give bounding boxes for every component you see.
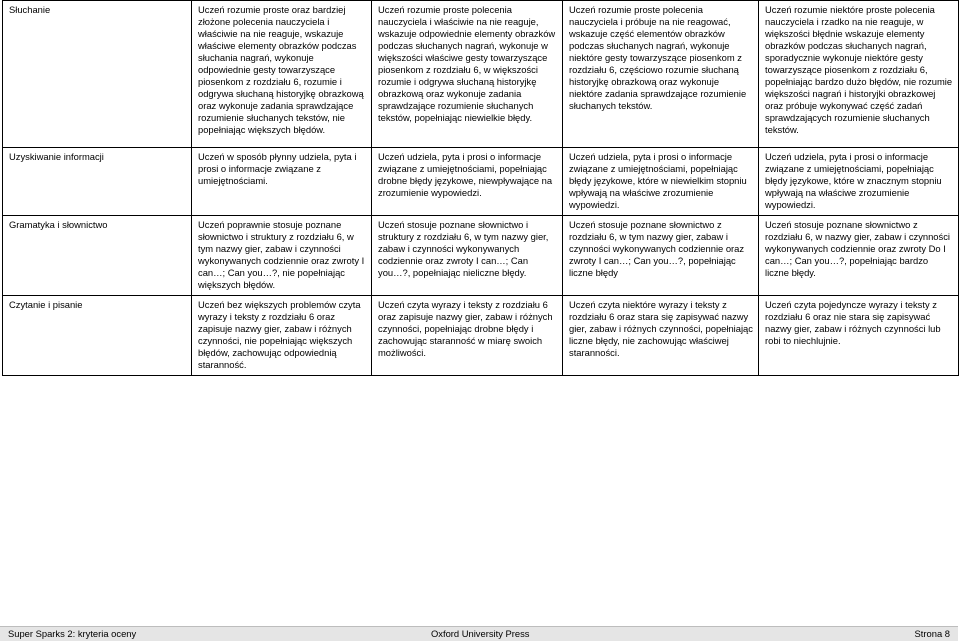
- criteria-cell-level-2: Uczeń rozumie proste polecenia nauczyciela i właściwie na nie reaguje, wskazuje odpowiednie elementy obrazków podczas słuchanych nagrań, wykonuje w większości właściwe gesty towarzyszące piosenkom z rozdziału 6, w większości rozumie i odgrywa słuchaną historyjkę obrazkową oraz wykonuje zadania sprawdzające rozumienie słuchanych tekstów, popełniając niewielkie błędy.: [372, 1, 563, 148]
- table-row-grammar: [3, 216, 959, 296]
- footer-publisher: Oxford University Press: [431, 628, 530, 639]
- criteria-cell-level-4: Uczeń stosuje poznane słownictwo z rozdziału 6, w nazwy gier, zabaw i czynności wykonywanych codziennie oraz zwroty Do I can…; Can you…?, popełniając bardzo liczne błędy.: [759, 216, 959, 296]
- row-category-label: Czytanie i pisanie: [3, 296, 192, 376]
- page-footer: [0, 626, 958, 641]
- criteria-cell-level-4: Uczeń czyta pojedyncze wyrazy i teksty z rozdziału 6 oraz nie stara się zapisywać nazwy gier, zabaw i różnych czynności lub robi to niechlujnie.: [759, 296, 959, 376]
- criteria-cell-level-1: Uczeń poprawnie stosuje poznane słownictwo i struktury z rozdziału 6, w tym nazwy gier, zabaw i czynności wykonywanych codziennie oraz zwroty I can…; Can you…?, nie popełniając większych błędów.: [192, 216, 372, 296]
- footer-title: Super Sparks 2: kryteria oceny: [8, 628, 137, 639]
- row-category-label: Słuchanie: [3, 1, 192, 148]
- criteria-table: [2, 0, 959, 376]
- row-category-label: Uzyskiwanie informacji: [3, 148, 192, 216]
- table-row-reading-writing: [3, 296, 959, 376]
- criteria-cell-level-1: Uczeń w sposób płynny udziela, pyta i prosi o informacje związane z umiejętnościami.: [192, 148, 372, 216]
- criteria-cell-level-2: Uczeń udziela, pyta i prosi o informacje związane z umiejętnościami, popełniając drobne błędy językowe, niewpływające na zrozumienie wypowiedzi.: [372, 148, 563, 216]
- criteria-cell-level-2: Uczeń czyta wyrazy i teksty z rozdziału 6 oraz zapisuje nazwy gier, zabaw i różnych czynności, popełniając drobne błędy i zachowując staranność w miarę swoich możliwości.: [372, 296, 563, 376]
- table-row-listening: [3, 1, 959, 148]
- criteria-cell-level-3: Uczeń czyta niektóre wyrazy i teksty z rozdziału 6 oraz stara się zapisywać nazwy gier, zabaw i różnych czynności, popełniając liczne błędy, nie zachowując właściwej staranności.: [563, 296, 759, 376]
- criteria-cell-level-1: Uczeń rozumie proste oraz bardziej złożone polecenia nauczyciela i właściwie na nie reaguje, wskazuje właściwe elementy obrazków podczas słuchania nagrań, wykonuje odpowiednie gesty towarzyszące piosenkom z rozdziału 6, rozumie i odgrywa słuchaną historyjkę obrazkową oraz wykonuje zadania sprawdzające rozumienie słuchanych tekstów, nie popełniając większych błędów.: [192, 1, 372, 148]
- criteria-cell-level-4: Uczeń udziela, pyta i prosi o informacje związane z umiejętnościami, popełniając błędy językowe, które w znacznym stopniu wpływają na właściwe zrozumienie wypowiedzi.: [759, 148, 959, 216]
- criteria-cell-level-2: Uczeń stosuje poznane słownictwo i struktury z rozdziału 6, w tym nazwy gier, zabaw i czynności wykonywanych codziennie oraz zwroty I can…; Can you…?, popełniając nieliczne błędy.: [372, 216, 563, 296]
- footer-page-number: Strona 8: [914, 628, 950, 639]
- criteria-cell-level-3: Uczeń udziela, pyta i prosi o informacje związane z umiejętnościami, popełniając błędy językowe, które w niewielkim stopniu wpływają na właściwe zrozumienie wypowiedzi.: [563, 148, 759, 216]
- row-category-label: Gramatyka i słownictwo: [3, 216, 192, 296]
- criteria-cell-level-4: Uczeń rozumie niektóre proste polecenia nauczyciela i rzadko na nie reaguje, w większości błędnie wskazuje elementy obrazków podczas słuchanych nagrań, sporadycznie wykonuje niektóre gesty towarzyszące piosenkom z rozdziału 6, popełniając bardzo dużo błędów, nie rozumie większości nagrań i historyjki obrazkowej oraz próbuje wykonywać część zadań sprawdzających rozumienie słuchanych tekstów.: [759, 1, 959, 148]
- criteria-cell-level-3: Uczeń rozumie proste polecenia nauczyciela i próbuje na nie reagować, wskazuje część elementów obrazków podczas słuchanych nagrań, wykonuje niektóre gesty towarzyszące piosenkom z rozdziału 6, częściowo rozumie słuchaną historyjkę obrazkową oraz wykonuje niektóre zadania sprawdzające rozumienie słuchanych tekstów.: [563, 1, 759, 148]
- criteria-cell-level-1: Uczeń bez większych problemów czyta wyrazy i teksty z rozdziału 6 oraz zapisuje nazwy gier, zabaw i różnych czynności, nie popełniając większych błędów, zachowując odpowiednią staranność.: [192, 296, 372, 376]
- criteria-cell-level-3: Uczeń stosuje poznane słownictwo z rozdziału 6, w tym nazwy gier, zabaw i czynności wykonywanych codziennie oraz zwroty I can…; Can you…?, popełniając liczne błędy: [563, 216, 759, 296]
- table-row-information: [3, 148, 959, 216]
